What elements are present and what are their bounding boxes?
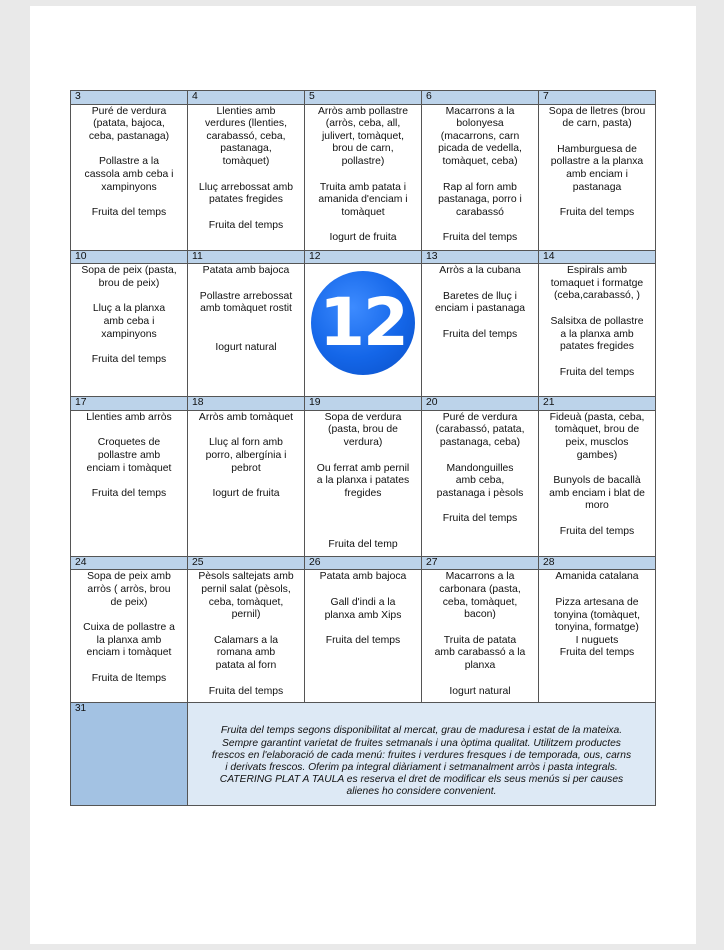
menu-line: pollastre amb [97,449,161,461]
menu-line: (patata, bajoca, [93,118,165,130]
menu-line: Fruita del temps [442,232,518,244]
line-spacer [542,513,652,526]
line-spacer [542,462,652,475]
day-menu-cell [539,264,656,397]
menu-line: Fruita del temps [208,685,284,697]
footnote-line: frescos en l'elaboració de cada menú: fruites i verdures fresques i de temporada, ous, carns [211,749,632,761]
day-number: 4 [188,91,305,105]
line-spacer [191,424,301,437]
menu-line: ceba, pastanaga) [88,130,170,142]
week-menu-row [71,410,656,556]
menu-line: julivert, tomàquet, [321,130,404,142]
line-spacer [191,329,301,342]
menu-line: (carabassó, patata, [435,424,525,436]
menu-line: Lluç arrebossat amb [198,181,294,193]
menu-line: Macarrons a la [445,571,515,583]
menu-line: Pizza artesana de [555,596,639,608]
menu-line: Fruita del temps [559,207,635,219]
menu-line: Fruita del temps [91,354,167,366]
menu-line: Amanida catalana [555,571,639,583]
menu-line: Pèsols saltejats amb [198,571,294,583]
menu-line: Fruita del temps [442,328,518,340]
line-spacer [74,660,184,673]
menu-line: enciam i tomàquet [86,462,172,474]
menu-line: cassola amb ceba i [84,168,174,180]
menu-line: pastanaga [572,181,622,193]
menu-line: Iogurt de fruita [212,488,280,500]
menu-line: pastanaga i pèsols [436,487,524,499]
menu-line: tonyina, formatge) [555,622,639,634]
line-spacer [425,278,535,291]
menu-line: bolonyesa [456,118,504,130]
day-menu-cell [305,104,422,250]
line-spacer [74,341,184,354]
line-spacer [308,584,418,597]
menu-line: tomàquet, brou de [554,424,640,436]
menu-line: Cuixa de pollastre a [83,622,175,634]
menu-line: verdura) [343,436,383,448]
menu-line: Bunyols de bacallà [553,475,641,487]
menu-line: carbonara (pasta, [439,583,521,595]
week-menu-row [71,264,656,397]
menu-line: ceba, tomàquet, [208,596,284,608]
menu-line: Gall d'indi a la [330,596,396,608]
day-number: 27 [422,556,539,570]
day-menu-cell [71,570,188,703]
menu-line: Fruita del temps [559,525,635,537]
menu-line: Fruita de ltemps [91,672,167,684]
menu-line: (macarrons, carn [440,130,520,142]
menu-calendar-table [70,90,656,806]
menu-line: Baretes de lluç i [443,290,517,302]
menu-line: Fruita del temps [559,647,635,659]
menu-line: Sopa de peix (pasta, [81,265,177,277]
menu-line: Arròs amb pollastre [317,105,409,117]
line-spacer [191,316,301,329]
day-menu-cell [188,570,305,703]
menu-line: Lluç al forn amb [209,437,283,449]
line-spacer [74,290,184,303]
day-menu-cell [539,410,656,556]
menu-line: Salsitxa de pollastre [550,315,644,327]
menu-line: Pollastre arrebossat [199,290,293,302]
day-number: 17 [71,397,188,411]
day-menu-cell [422,104,539,250]
menu-line: enciam i pastanaga [434,303,526,315]
day-menu-cell [422,410,539,556]
line-spacer [542,194,652,207]
menu-line: pastanaga, ceba) [439,436,521,448]
menu-line: Patata amb bajoca [319,571,407,583]
menu-line: de carn, pasta) [562,118,632,130]
menu-line: Hamburguesa de [557,143,637,155]
menu-line: Sopa de verdura [324,411,402,423]
menu-line: tomàquet [341,206,385,218]
menu-line: I nuguets [575,634,619,646]
day-number: 19 [305,397,422,411]
line-spacer [425,450,535,463]
day-number: 31 [75,703,87,715]
line-spacer [74,424,184,437]
line-spacer [308,513,418,526]
final-row [71,703,656,806]
line-spacer [425,673,535,686]
menu-line: Arròs amb tomàquet [198,411,294,423]
menu-line: Arròs a la cubana [439,265,521,277]
menu-line: amanida d'enciam i [318,194,408,206]
footnote-line: Sempre garantint varietat de fruites setmanals i una òptima qualitat. Utilitzem productes [222,737,621,749]
day-menu-cell [188,410,305,556]
line-spacer [542,303,652,316]
menu-line: pastanaga, porro i [438,194,522,206]
line-spacer [425,316,535,329]
menu-line: xampinyons [101,328,157,340]
menu-line: amb ceba i [103,315,155,327]
line-spacer [308,500,418,513]
line-spacer [74,143,184,156]
day-12-badge-icon: 12 [311,271,415,375]
menu-line: Puré de verdura [91,105,167,117]
day-menu-cell [422,570,539,703]
menu-line: planxa [464,659,496,671]
line-spacer [308,169,418,182]
menu-line: Fruita del temps [91,488,167,500]
menu-line: Llenties amb arròs [86,411,172,423]
menu-line: peix, musclos [565,436,629,448]
menu-line: pastanaga, [220,143,272,155]
menu-line: porro, albergínia i [205,449,287,461]
menu-line: Fruita del temps [325,635,401,647]
menu-line: patates fregides [209,194,283,206]
menu-line: amb ceba, [455,475,505,487]
menu-line: brou de carn, [332,143,394,155]
day-number: 11 [188,250,305,264]
day-number: 3 [71,91,188,105]
menu-line: Rap al forn amb [443,181,517,193]
week-day-number-row [71,397,656,411]
day-31-cell [71,703,188,806]
week-menu-row [71,570,656,703]
line-spacer [191,622,301,635]
menu-line: Fruita del temps [442,513,518,525]
menu-line: amb tomàquet rostit [200,303,292,315]
day-number: 6 [422,91,539,105]
menu-line: pollastre a la planxa [550,156,644,168]
day-number: 12 [305,250,422,264]
day-number: 18 [188,397,305,411]
line-spacer [74,609,184,622]
menu-line: Fruita del temp [328,539,398,551]
menu-line: Iogurt de fruita [329,232,397,244]
menu-line: verdures (llenties, [204,118,287,130]
menu-line: xampinyons [101,181,157,193]
menu-line: Calamars a la [213,634,279,646]
line-spacer [308,450,418,463]
menu-line: pebrot [231,462,261,474]
menu-line: Iogurt natural [449,685,511,697]
menu-line: Fruita del temps [559,366,635,378]
line-spacer [191,278,301,291]
menu-line: amb enciam i [566,168,628,180]
footnote-line: CATERING PLAT A TAULA es reserva el dret de modificar els seus menús si per causes [219,774,624,786]
menu-footnote [188,703,656,806]
menu-line: Iogurt natural [215,341,277,353]
day-menu-cell [305,570,422,703]
menu-line: tonyina (tomàquet, [553,609,641,621]
menu-line: Macarrons a la [445,105,515,117]
line-spacer [308,219,418,232]
menu-line: de peix) [110,596,148,608]
menu-line: Sopa de lletres (brou [548,105,646,117]
day-number: 26 [305,556,422,570]
line-spacer [425,169,535,182]
line-spacer [74,475,184,488]
day-menu-cell [305,410,422,556]
menu-line: Fideuà (pasta, ceba, [549,411,645,423]
menu-line: brou de peix) [98,277,160,289]
line-spacer [425,500,535,513]
footnote-line: Fruita del temps segons disponibilitat al mercat, grau de maduresa i estat de la mateixa. [220,725,623,737]
menu-line: Pollastre a la [98,156,160,168]
footnote-line: alienes ho considere convenient. [346,786,497,798]
day-number: 10 [71,250,188,264]
menu-line: pernil) [231,609,261,621]
day-number: 7 [539,91,656,105]
menu-line: Fruita del temps [208,219,284,231]
menu-line: carabassó [456,206,504,218]
menu-line: amb enciam i blat de [549,487,645,499]
day-menu-cell [71,410,188,556]
menu-line: fregides [344,487,382,499]
menu-line: Fruita del temps [91,207,167,219]
menu-line: romana amb [216,647,276,659]
day-menu-cell [71,264,188,397]
day-number: 28 [539,556,656,570]
menu-line: (ceba,carabassó, ) [553,290,641,302]
menu-line: enciam i tomàquet [86,647,172,659]
menu-line: (arròs, ceba, all, [325,118,401,130]
menu-line: pernil salat (pèsols, [201,583,291,595]
menu-line: a la planxa amb [560,328,634,340]
line-spacer [191,169,301,182]
menu-line: la planxa amb [96,634,162,646]
day-number: 20 [422,397,539,411]
line-spacer [542,584,652,597]
menu-line: Patata amb bajoca [202,265,290,277]
menu-line: amb carabassó a la [434,647,526,659]
line-spacer [191,673,301,686]
menu-line: Mandonguilles [446,462,514,474]
menu-line: Llenties amb [216,105,276,117]
menu-line: Sopa de peix amb [87,571,171,583]
week-day-number-row [71,556,656,570]
menu-line: tomàquet) [222,155,270,167]
day-number: 13 [422,250,539,264]
day-menu-cell [539,104,656,250]
line-spacer [308,526,418,539]
menu-line: ceba, tomàquet, [442,596,518,608]
line-spacer [308,622,418,635]
menu-line: picada de vedella, [438,143,522,155]
menu-line: Espirals amb [566,265,628,277]
day-number: 5 [305,91,422,105]
menu-line: planxa amb Xips [324,609,402,621]
line-spacer [425,219,535,232]
line-spacer [74,194,184,207]
menu-line: (pasta, brou de [328,424,398,436]
day-number: 24 [71,556,188,570]
footnote-line: i derivats frescos. Oferim pa integral diàriament i setmanalment arròs i pasta integrals. [225,761,618,773]
menu-line: carabassó, ceba, [206,130,286,142]
menu-line: Puré de verdura [442,411,518,423]
line-spacer [542,354,652,367]
day-number: 14 [539,250,656,264]
day-number: 25 [188,556,305,570]
week-menu-row [71,104,656,250]
menu-line: tomaquet i formatge [550,277,644,289]
menu-line: Lluç a la planxa [92,303,166,315]
menu-line: tomàquet, ceba) [442,155,518,167]
day-number: 21 [539,397,656,411]
menu-line: arròs ( arròs, brou [87,583,171,595]
line-spacer [542,131,652,144]
menu-line: Truita de patata [443,634,517,646]
menu-line: Ou ferrat amb pernil [316,462,410,474]
menu-line: a la planxa i patates [316,475,410,487]
menu-line: gambes) [576,449,618,461]
day-menu-cell [305,264,422,397]
day-menu-cell [188,264,305,397]
menu-line: patates fregides [560,341,634,353]
day-menu-cell [188,104,305,250]
menu-line: bacon) [464,609,496,621]
menu-line: Truita amb patata i [319,181,407,193]
day-menu-cell [71,104,188,250]
day-menu-cell [422,264,539,397]
line-spacer [425,622,535,635]
menu-line: moro [585,500,609,512]
menu-line: pollastre) [341,155,385,167]
week-day-number-row [71,91,656,105]
menu-line: Croquetes de [97,437,161,449]
line-spacer [191,475,301,488]
line-spacer [191,207,301,220]
week-day-number-row [71,250,656,264]
menu-line: patata al forn [215,659,277,671]
day-menu-cell [539,570,656,703]
